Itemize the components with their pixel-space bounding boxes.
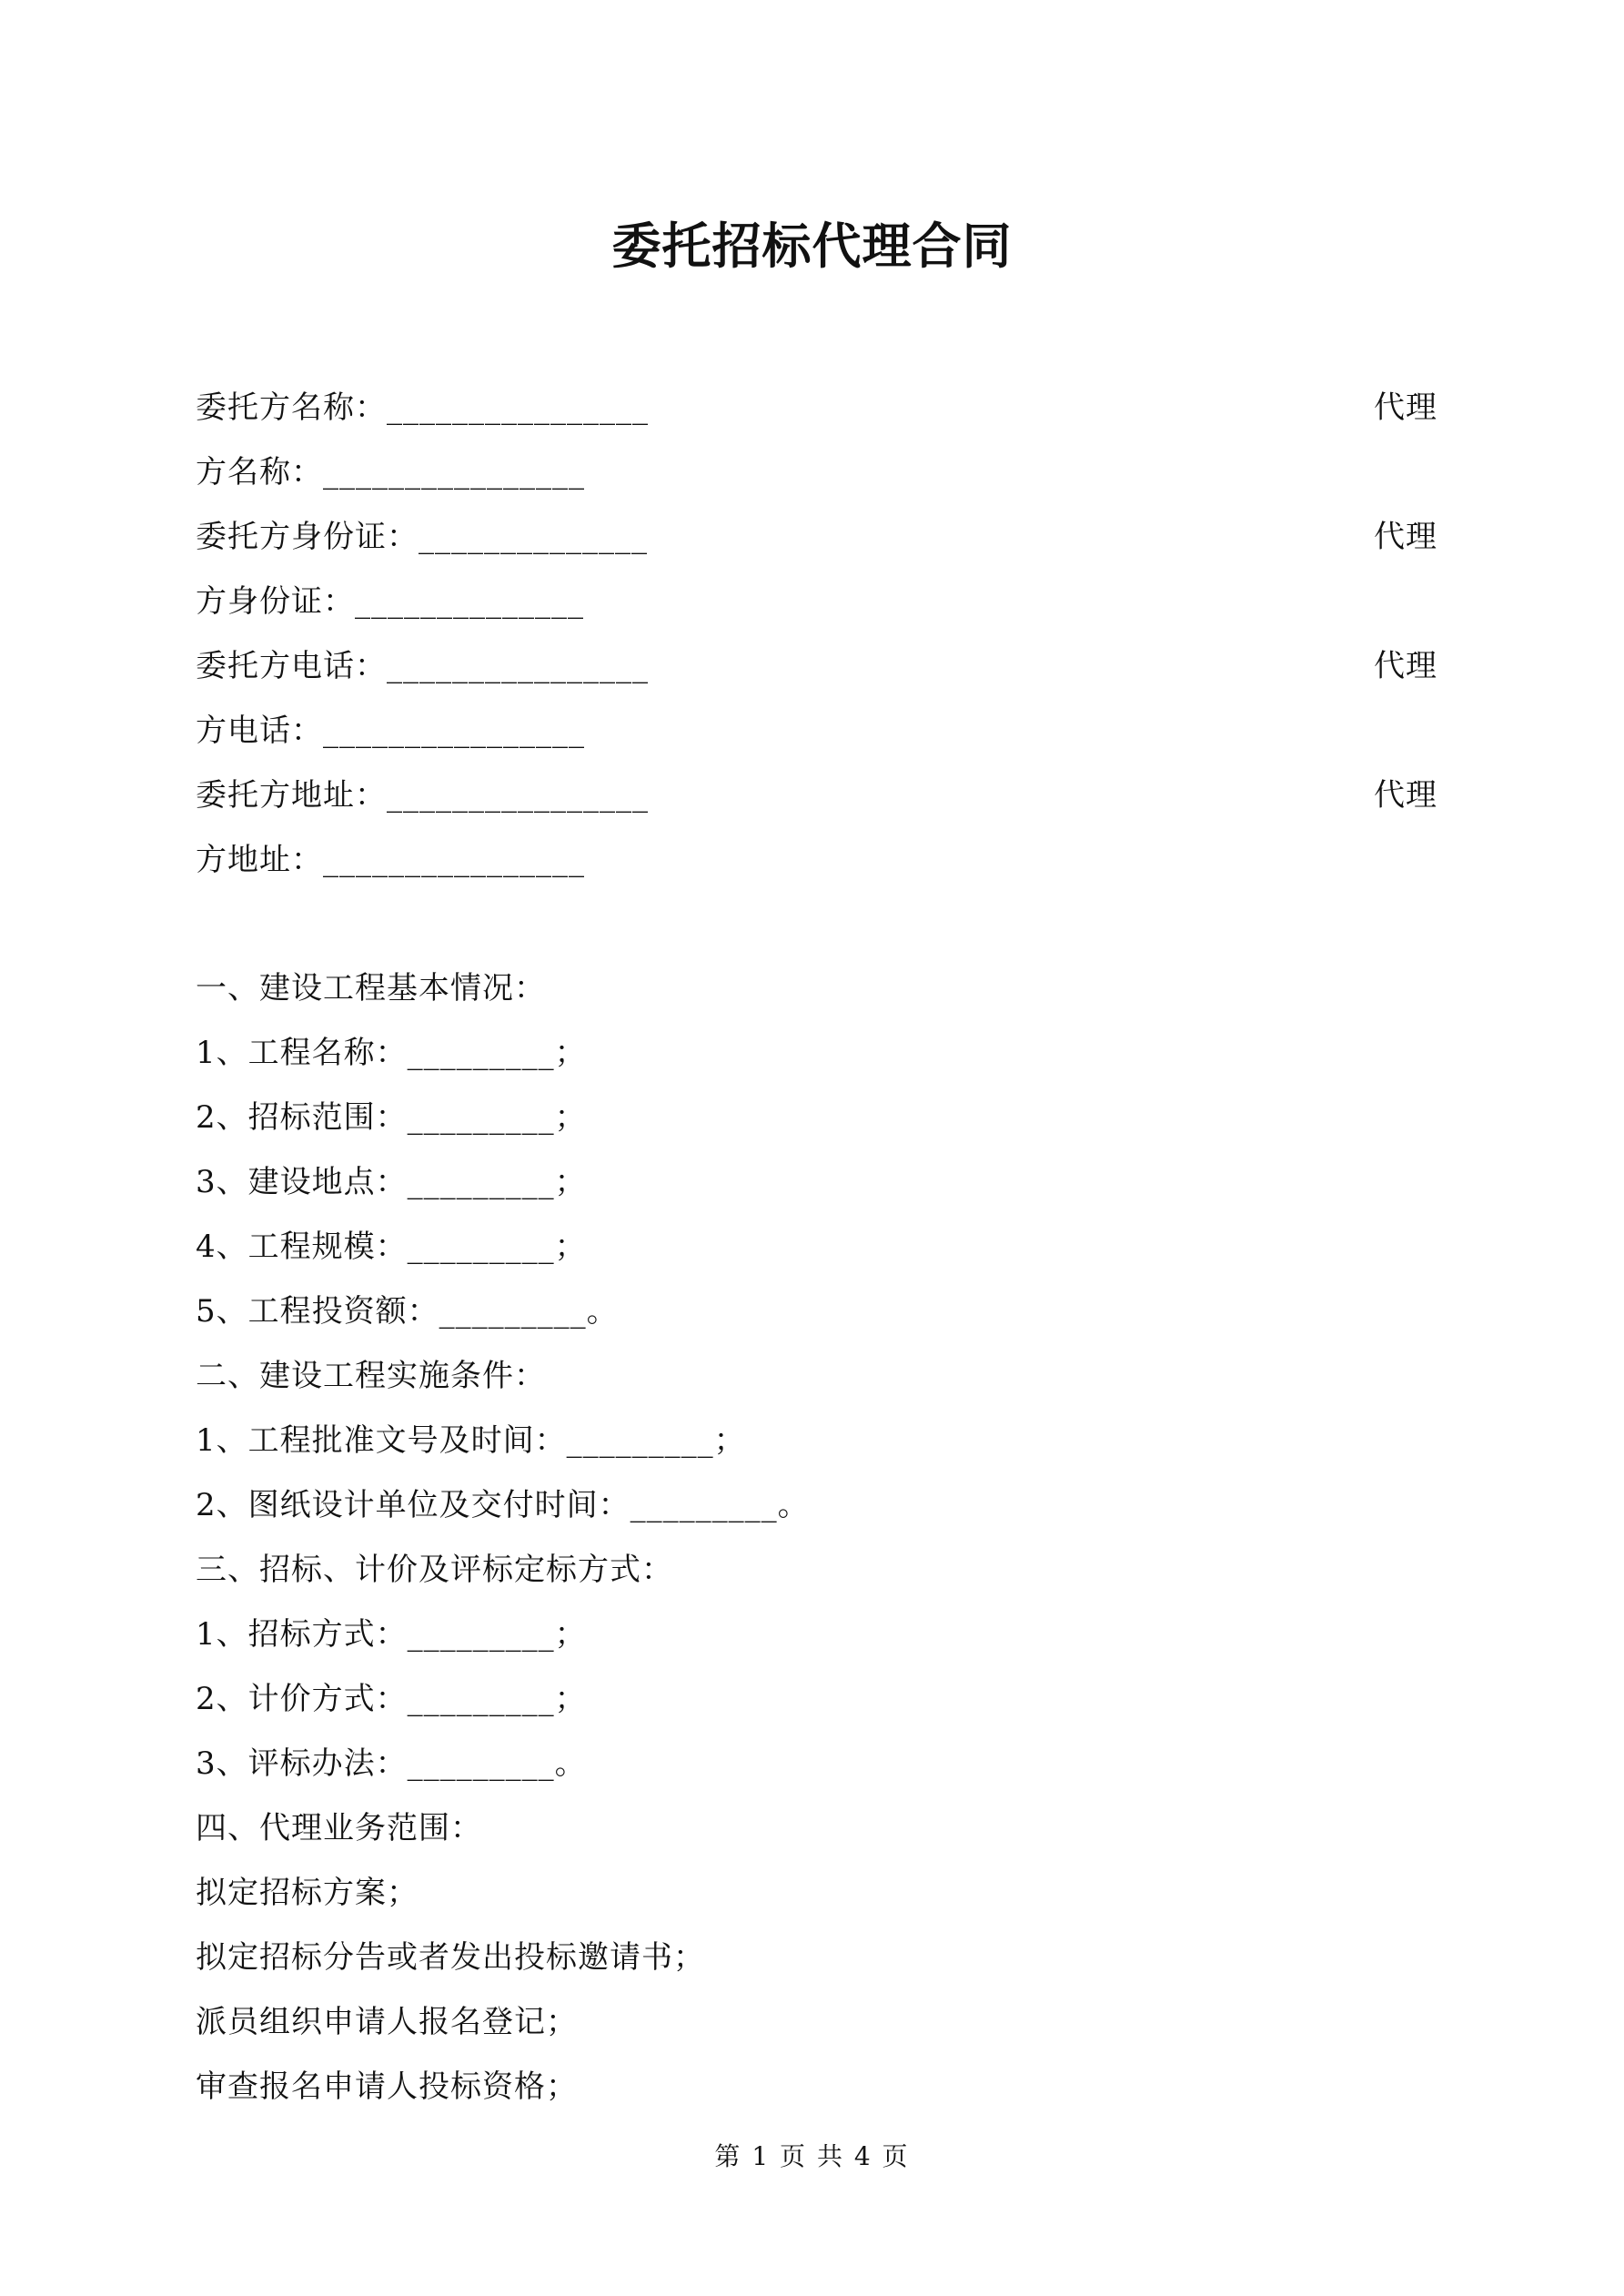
document-title: 委托招标代理合同	[611, 217, 1013, 275]
principal-address-line: 委托方地址：________________	[196, 777, 649, 814]
clause-line: 拟定招标分告或者发出投标邀请书；	[196, 1939, 705, 1976]
clause-line: 2、招标范围：_________；	[196, 1099, 587, 1136]
clause-line: 5、工程投资额：_________。	[196, 1293, 619, 1330]
agent-id-line: 方身份证：______________	[196, 583, 584, 620]
agent-name-line: 方名称：________________	[196, 454, 585, 491]
section-heading: 二、建设工程实施条件：	[196, 1358, 546, 1394]
agent-phone-line: 方电话：________________	[196, 713, 585, 749]
clause-line: 审查报名申请人投标资格；	[196, 2068, 578, 2105]
agent-label: 代理	[1374, 777, 1437, 814]
clause-line: 2、计价方式：_________；	[196, 1681, 587, 1717]
agent-label: 代理	[1374, 389, 1437, 426]
clause-line: 4、工程规模：_________；	[196, 1229, 587, 1265]
agent-label: 代理	[1374, 519, 1437, 555]
clause-line: 3、建设地点：_________；	[196, 1164, 587, 1200]
agent-address-line: 方地址：________________	[196, 842, 585, 878]
principal-phone-line: 委托方电话：________________	[196, 648, 649, 684]
clause-line: 派员组织申请人报名登记；	[196, 2004, 578, 2040]
section-heading: 四、代理业务范围：	[196, 1810, 482, 1846]
clause-line: 拟定招标方案；	[196, 1875, 419, 1911]
section-heading: 三、招标、计价及评标定标方式：	[196, 1552, 673, 1588]
clause-line: 1、工程名称：_________；	[196, 1035, 587, 1071]
agent-label: 代理	[1374, 648, 1437, 684]
section-heading: 一、建设工程基本情况：	[196, 970, 546, 1006]
page-footer: 第 1 页 共 4 页	[714, 2141, 910, 2171]
principal-name-line: 委托方名称：________________	[196, 389, 649, 426]
clause-line: 2、图纸设计单位及交付时间：_________。	[196, 1487, 810, 1523]
clause-line: 1、工程批准文号及时间：_________；	[196, 1422, 746, 1459]
principal-id-line: 委托方身份证：______________	[196, 519, 648, 555]
clause-line: 3、评标办法：_________。	[196, 1745, 587, 1782]
clause-line: 1、招标方式：_________；	[196, 1616, 587, 1653]
